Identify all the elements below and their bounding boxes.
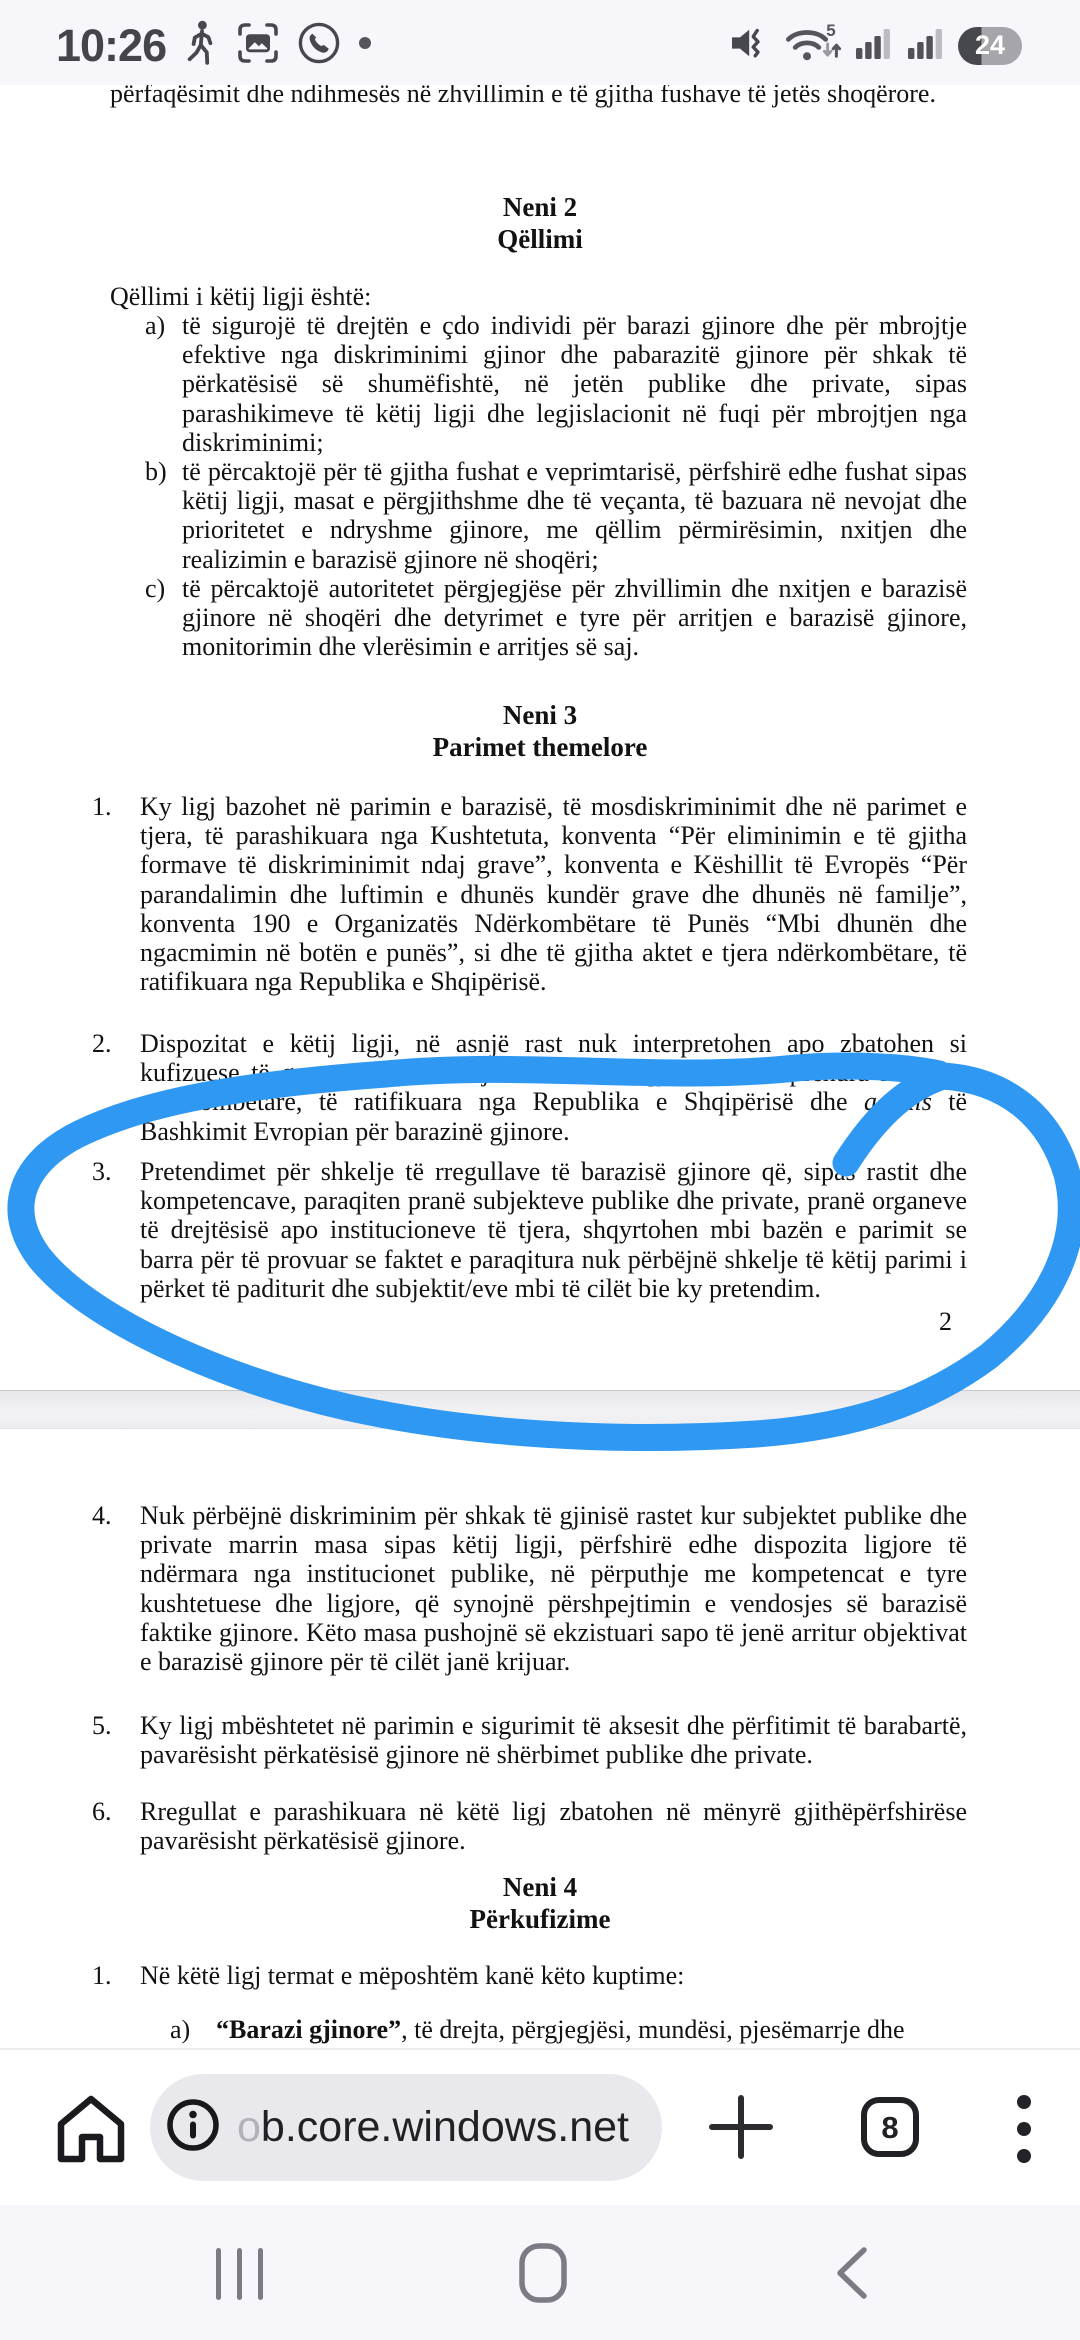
status-bar — [0, 0, 1080, 85]
battery-percent: 24 — [974, 30, 1006, 60]
article-subtitle: Qëllimi — [497, 224, 583, 254]
page-break — [0, 1390, 1080, 1429]
tab-switcher-button[interactable] — [858, 2094, 922, 2165]
recents-icon — [214, 2246, 266, 2302]
page-number: 2 — [939, 1307, 952, 1336]
list-marker: 6. — [92, 1797, 112, 1826]
list-text: “Barazi gjinore”, të drejta, përgjegjësi, mundësi, pjesëmarrje dhe — [216, 2015, 905, 2044]
new-tab-button[interactable] — [706, 2092, 776, 2167]
list-item-circled — [92, 1157, 967, 1303]
bold-term: “Barazi gjinore” — [216, 2015, 402, 2044]
list-marker: 3. — [92, 1157, 112, 1186]
kebab-menu-icon — [1004, 2084, 1044, 2174]
signal-icon — [854, 23, 894, 68]
back-button[interactable] — [830, 2245, 872, 2306]
list-marker: a) — [145, 311, 166, 340]
info-icon[interactable] — [165, 2097, 221, 2158]
status-bar-right — [728, 19, 1022, 72]
home-pill-icon — [518, 2242, 568, 2304]
article-title: Neni 4 — [502, 1872, 578, 1902]
url-bar[interactable] — [150, 2074, 662, 2181]
list-marker: 4. — [92, 1501, 112, 1530]
home-nav-button[interactable] — [518, 2242, 568, 2309]
list-marker: 1. — [92, 1961, 112, 1990]
home-button[interactable] — [52, 2090, 130, 2173]
system-nav-bar — [0, 2205, 1080, 2340]
paragraph: Qëllimi i këtij ligji është: — [110, 282, 372, 311]
wifi-icon — [784, 19, 842, 72]
list-text: Pretendimet për shkelje të rregullave të barazisë gjinore që, sipas rastit dhe kompetencave, paraqiten pranë subjekteve publike dhe private, pranë organeve të drejtësisë apo institucioneve të tjera, shqyrtohen mbi bazën e parimit se barra për të provuar se faktet e paraqitura nuk përbëjnë shkelje të këtij parimi i përket të paditurit dhe subjektit/eve mbi të cilët bie ky pretendim. — [140, 1157, 967, 1303]
list-text: të përcaktojë për të gjitha fushat e veprimtarisë, përfshirë edhe fushat sipas këtij ligji, masat e përgjithshme dhe të veçanta, të bazuara në nevojat dhe prioritetet e ndryshme gjinore, me qëllim përmirësimin, nxitjen dhe realizimin e barazisë gjinore në shoqëri; — [182, 457, 967, 574]
status-bar-left — [56, 20, 372, 72]
svg-text:5: 5 — [826, 20, 836, 40]
svg-text:8: 8 — [881, 2110, 899, 2145]
list-text: Rregullat e parashikuara në këtë ligj zbatohen në mënyrë gjithëpërfshirëse pavarësisht përkatësisë gjinore. — [140, 1797, 967, 1856]
battery-indicator — [958, 27, 1022, 65]
recents-button[interactable] — [214, 2246, 266, 2307]
article-title: Neni 3 — [502, 700, 578, 730]
list-marker: a) — [170, 2015, 191, 2044]
document-viewport[interactable] — [0, 85, 1080, 2048]
signal-icon — [906, 23, 946, 68]
list-item — [92, 1797, 967, 1855]
menu-button[interactable] — [1004, 2084, 1044, 2179]
list-item — [92, 1961, 967, 1990]
clock: 10:26 — [56, 19, 167, 71]
list-marker: 2. — [92, 1029, 112, 1058]
article-subtitle: Parimet themelore — [432, 732, 648, 762]
url-text[interactable]: ob.core.windows.net — [237, 2103, 630, 2151]
list-marker: c) — [145, 574, 166, 603]
article-subtitle: Përkufizime — [469, 1904, 611, 1934]
list-text: të përcaktojë autoritetet përgjegjëse për zhvillimin dhe nxitjen e barazisë gjinore në shoqëri dhe detyrimet e tyre për arritjen e barazisë gjinore, monitorimin dhe vlerësimin e arritjes së saj. — [182, 574, 967, 662]
italic-term: acquis — [863, 1087, 932, 1117]
list-text: Në këtë ligj termat e mëposhtëm kanë këto kuptime: — [140, 1961, 685, 1990]
back-icon — [830, 2245, 872, 2301]
list-item — [92, 1501, 967, 1676]
list-item — [92, 1029, 967, 1146]
list-text: Ky ligj bazohet në parimin e barazisë, të mosdiskriminimit dhe në parimet e tjera, të parashikuara nga Kushtetuta, konventa “Për eliminimin e të gjitha formave të diskriminimit ndaj grave”, konventa e Këshillit të Evropës “Për parandalimin dhe luftimin e dhunës kundër grave dhe dhunës në familje”, konventa 190 e Organizatës Ndërkombëtare të Punës “Mbi dhunën dhe ngacmimin në botën e punës”, si dhe të gjitha aktet e tjera ndërkombëtare, të ratifikuara nga Republika e Shqipërisë. — [140, 792, 967, 997]
article-heading — [0, 699, 1080, 763]
list-item — [92, 792, 967, 996]
plus-icon — [706, 2092, 776, 2162]
paragraph: përfaqësimit dhe ndihmesës në zhvillimin e të gjitha fushave të jetës shoqërore. — [110, 85, 936, 108]
list-item — [145, 311, 967, 457]
browser-toolbar — [0, 2048, 1080, 2205]
article-title: Neni 2 — [502, 192, 578, 222]
list-text: Nuk përbëjnë diskriminim për shkak të gjinisë rastet kur subjektet publike dhe private marrin masa sipas këtij ligji, përfshirë edhe dispozita ligjore të ndërmara nga institucionet publike, në përputhje me kompetencat e tyre kushtetuese dhe ligjore, që synojnë përshpejtimin e vendosjes së barazisë faktike gjinore. Këto masa pushojnë së ekzistuari sapo të jenë arritur objektivat e barazisë gjinore për të cilët janë krijuar. — [140, 1501, 967, 1677]
list-marker: 1. — [92, 792, 112, 821]
list-item — [92, 1711, 967, 1769]
list-item — [145, 574, 967, 662]
whatsapp-icon — [296, 20, 342, 71]
walking-person-icon — [182, 20, 220, 71]
mute-vibrate-icon — [728, 21, 772, 70]
screen-capture-icon — [236, 21, 280, 70]
article-heading — [0, 191, 1080, 255]
list-marker: 5. — [92, 1711, 112, 1740]
list-marker: b) — [145, 457, 167, 486]
list-text: Ky ligj mbështetet në parimin e sigurimit të aksesit dhe përfitimit të barabartë, pavarësisht përkatësisë gjinore në shërbimet publike dhe private. — [140, 1711, 967, 1770]
list-item — [145, 457, 967, 574]
home-icon — [52, 2090, 130, 2168]
tab-switcher-icon — [858, 2094, 922, 2160]
list-text: Dispozitat e këtij ligji, në asnjë rast nuk interpretohen apo zbatohen si kufizuese të garancive për arritjen e barazisë gjinore, të shprehura në aktet ndërkombëtare, të ratifikuara nga Republika e Shqipërisë dhe acquis të Bashkimit Evropian për barazinë gjinore. — [140, 1029, 967, 1146]
article-heading — [0, 1871, 1080, 1935]
notification-dot — [358, 36, 372, 55]
list-text: të sigurojë të drejtën e çdo individi për barazi gjinore dhe për mbrojtje efektive nga diskriminimi gjinor dhe pabarazitë gjinore për shkak të përkatësisë së shumëfishtë, në jetën publike dhe private, sipas parashikimeve të këtij ligji dhe legjislacionit në fuqi për mbrojtjen nga diskriminimi; — [182, 311, 967, 457]
list-item — [170, 2015, 967, 2044]
